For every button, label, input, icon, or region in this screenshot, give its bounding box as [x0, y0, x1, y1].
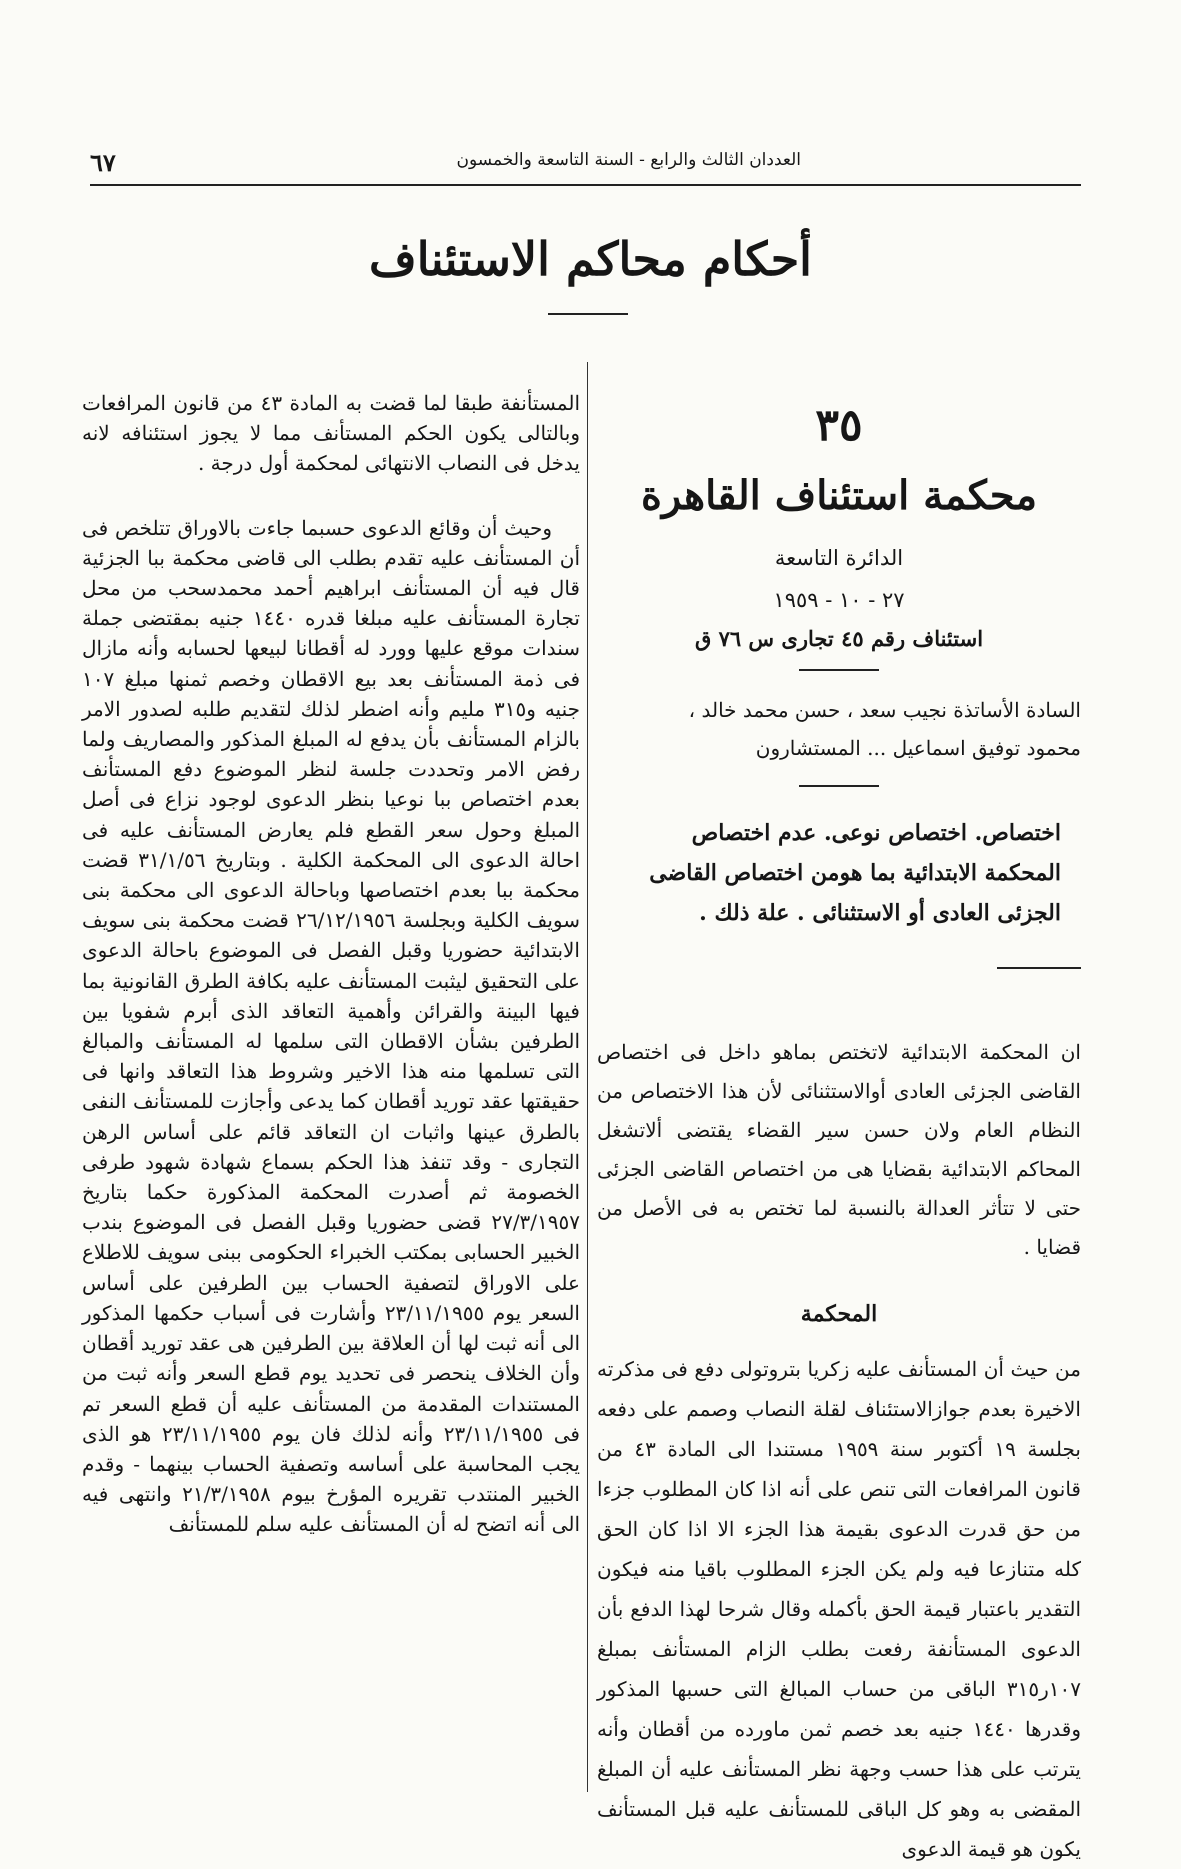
column-divider: [587, 362, 588, 1792]
ruling-summary: ان المحكمة الابتدائية لاتختص بماهو داخل فى اختصاص القاضى الجزئى العادى أوالاستثنائى لأن هذا الاختصاص من النظام العام ولان حسن سير القضاء يقتضى ألاتشغل المحاكم الابتدائية بقضايا هى من اختصاص القاضى الجزئى حتى لا تتأثر العدالة بالنسبة لما تختص به فى الأصل من قضايا .: [597, 1040, 1081, 1259]
page-number: ٦٧: [90, 148, 116, 177]
case-date: ٢٧ - ١٠ - ١٩٥٩: [773, 588, 905, 612]
divider-rule: [799, 669, 879, 671]
court-section-label: المحكمة: [800, 1301, 878, 1327]
circuit: الدائرة التاسعة: [774, 546, 904, 570]
facts-paragraph: وحيث أن وقائع الدعوى حسبما جاءت بالاوراق تتلخص فى أن المستأنف عليه تقدم بطلب الى قاضى محكمة ببا الجزئية قال فيه أن المستأنف ابراهيم أحمد محمدسحب من محل تجارة المستأنف عليه مبلغا قدره ١٤٤٠ جنيه بمقتضى جملة سندات موقع عليها وورد له أقطانا لبيعها لحسابه وأنه مازال فى ذمة المستأنف بعد بيع الاقطان وخصم ثمنها مبلغ ١٠٧ جنيه و٣١٥ مليم وأنه اضطر لذلك لتقديم طلبه لصدور الامر بالزام المستأنف بأن يدفع له المبلغ المذكور والمصاريف ولما رفض الامر وتحددت جلسة لنظر الموضوع دفع المستأنف بعدم اختصاص ببا نوعيا بنظر الدعوى لوجود نزاع فى أصل المبلغ وحول سعر القطع فلم يعارض المستأنف عليه فى احالة الدعوى الى المحكمة الكلية . وبتاريخ ٣١/١/٥٦ قضت محكمة ببا بعدم اختصاصها وباحالة الدعوى الى محكمة بنى سويف الكلية وبجلسة ٢٦/١٢/١٩٥٦ قضت محكمة بنى سويف الابتدائية حضوريا وقبل الفصل فى الموضوع باحالة الدعوى على التحقيق ليثبت المستأنف عليه بكافة الطرق القانونية بما فيها البينة والقرائن وأهمية التعاقد الذى أبرم شفويا بين الطرفين بشأن الاقطان التى سلمها له المستأنف والمبالغ التى تسلمها منه هذا الاخير وشروط هذا التعاقد وانها فى حقيقتها عقد توريد أقطان كما يدعى وأجازت للمستأنف النفى بالطرق عينها واثبات ان التعاقد قائم على أساس الرهن التجارى - وقد تنفذ هذا الحكم بسماع شهادة شهود طرفى الخصومة ثم أصدرت المحكمة المذكورة حكما بتاريخ ٢٧/٣/١٩٥٧ قضى حضوريا وقبل الفصل فى الموضوع بندب الخبير الحسابى بمكتب الخبراء الحكومى ببنى سويف للاطلاع على الاوراق لتصفية الحساب بين الطرفين على أساس السعر يوم ٢٣/١١/١٩٥٥ وأشارت فى أسباب حكمها المذكور الى أنه ثبت لها أن العلاقة بين الطرفين هى عقد توريد أقطان وأن الخلاف ينحصر فى تحديد يوم قطع السعر وأنه ثبت من المستندات المقدمة من المستأنف عليه أن قطع السعر تم فى ٢٣/١١/١٩٥٥ وأنه لذلك فان يوم ٢٣/١١/١٩٥٥ هو الذى يجب المحاسبة على أساسه وتصفية الحساب بينهما - وقدم الخبير المنتدب تقريره المؤرخ بيوم ٢١/٣/١٩٥٨ وانتهى فيه الى أنه اتضح له أن المستأنف عليه سلم للمستأنف: [82, 515, 581, 1537]
headnote: اختصاص. اختصاص نوعى. عدم اختصاص المحكمة الابتدائية بما هومن اختصاص القاضى الجزئى العادى أو الاستثنائى . علة ذلك .: [649, 820, 1061, 926]
divider-rule: [997, 967, 1081, 969]
left-column: [82, 388, 580, 1540]
court-reasons: من حيث أن المستأنف عليه زكريا بتروتولى دفع فى مذكرته الاخيرة بعدم جوازالاستئناف لقلة النصاب وصمم على دفعه بجلسة ١٩ أكتوبر سنة ١٩٥٩ مستندا الى المادة ٤٣ من قانون المرافعات التى تنص على أنه اذا كان المطلوب جزءا من حق قدرت الدعوى بقيمة هذا الجزء الا اذا كان الحق كله متنازعا فيه ولم يكن الجزء المطلوب باقيا منه فيكون التقدير باعتبار قيمة الحق بأكمله وقال شرحا لهذا الدفع بأن الدعوى المستأنفة رفعت بطلب الزام المستأنف بمبلغ ١٠٧ر٣١٥ الباقى من حساب المبالغ التى حسبها المذكور وقدرها ١٤٤٠ جنيه بعد خصم ثمن ماورده من أقطان وأنه يترتب على هذا حسب وجهة نظر المستأنف عليه أن المبلغ المقضى به وهو كل الباقى للمستأنف عليه قبل المستأنف يكون هو قيمة الدعوى: [597, 1357, 1082, 1861]
page-header: [90, 148, 1081, 186]
title-rule: [548, 313, 628, 315]
court-name: محكمة استئناف القاهرة: [640, 472, 1038, 519]
judges-line-1: السادة الأساتذة نجيب سعد ، حسن محمد خالد ،: [688, 698, 1081, 722]
right-column: [597, 400, 1081, 1869]
judges-panel: [597, 691, 1081, 767]
judges-line-2: محمود توفيق اسماعيل ... المستشارون: [755, 736, 1081, 760]
divider-rule: [799, 785, 879, 787]
continuation-paragraph: المستأنفة طبقا لما قضت به المادة ٤٣ من قانون المرافعات وبالتالى يكون الحكم المستأنف مما لا يجوز استئنافه لانه يدخل فى النصاب الانتهائى لمحكمة أول درجة .: [82, 391, 581, 476]
section-title: أحكام محاكم الاستئناف: [369, 232, 812, 286]
appeal-reference: استئناف رقم ٤٥ تجارى س ٧٦ ق: [694, 626, 984, 651]
case-number: ٣٥: [815, 400, 863, 451]
running-head: العددان الثالث والرابع - السنة التاسعة والخمسون: [456, 150, 801, 170]
